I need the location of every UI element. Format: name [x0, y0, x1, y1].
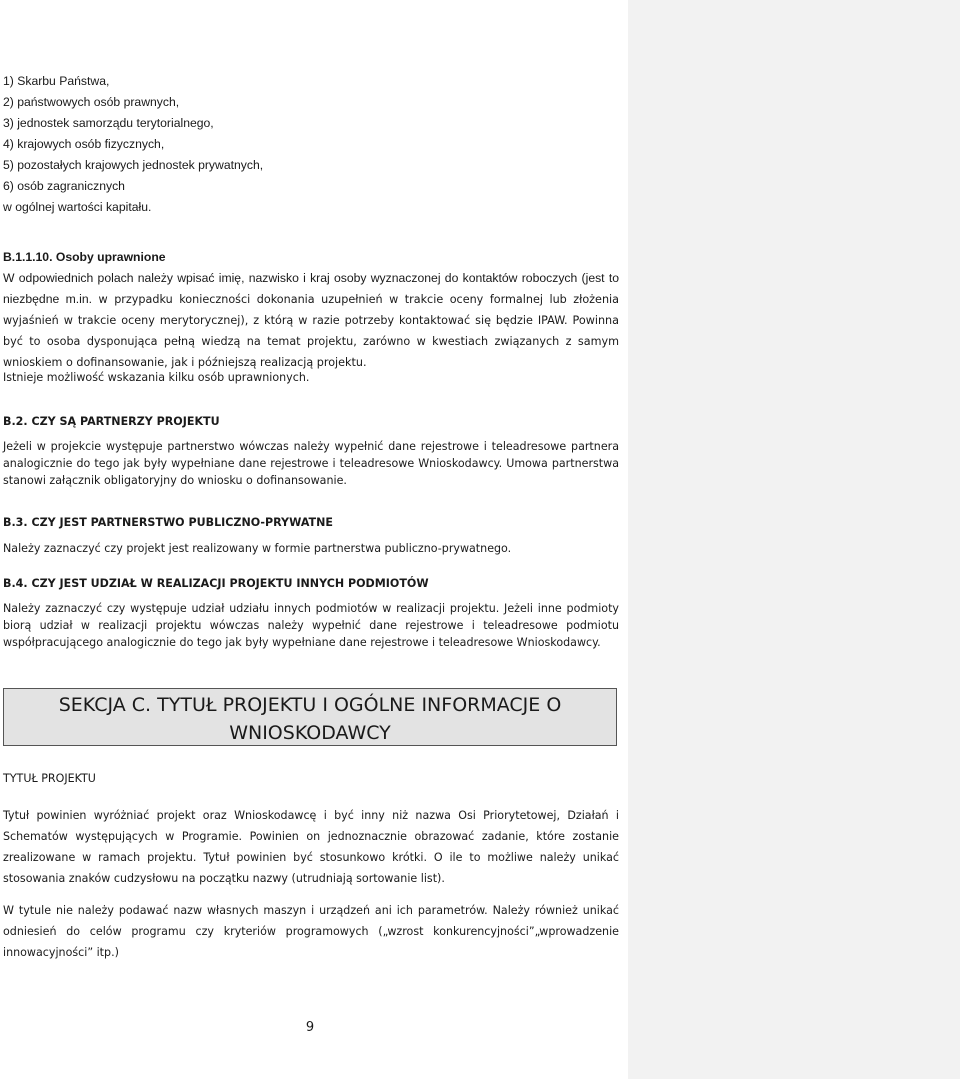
section-c-title-box [3, 688, 617, 746]
paragraph-b1110 [3, 268, 619, 373]
list-item: 5) pozostałych krajowych jednostek prywatnych, [3, 158, 264, 172]
side-panel [628, 0, 960, 1079]
section-c-title-line2: WNIOSKODAWCY [229, 722, 391, 744]
page-number: 9 [305, 1020, 315, 1035]
list-item: 1) Skarbu Państwa, [3, 74, 110, 88]
section-c-title-line1: SEKCJA C. TYTUŁ PROJEKTU I OGÓLNE INFORMACJE O [58, 694, 562, 716]
paragraph-b2: Jeżeli w projekcie występuje partnerstwo wówczas należy wypełnić dane rejestrowe i teleadresowe partnera analogicznie do tego jak były wypełniane dane rejestrowe i teleadresowe Wnioskodawcy. Umowa partnerstwa stanowi załącznik obligatoryjny do wniosku o dofinansowanie. [3, 440, 619, 487]
list-item: 4) krajowych osób fizycznych, [3, 137, 165, 151]
list-item: 6) osób zagranicznych [3, 179, 125, 193]
paragraph-b3: Należy zaznaczyć czy projekt jest realizowany w formie partnerstwa publiczno-prywatnego. [3, 542, 512, 555]
paragraph-title-2: W tytule nie należy podawać nazw własnych maszyn i urządzeń ani ich parametrów. Należy również unikać odniesień do celów programu czy kryteriów programowych („wzrost konkurencyjności”„wprowadzenie innowacyjności” itp.) [3, 904, 619, 959]
paragraph-b4: Należy zaznaczyć czy występuje udział udziału innych podmiotów w realizacji projektu. Jeżeli inne podmioty biorą udział w realizacji projektu wówczas należy wypełnić dane rejestrowe i teleadresowe podmiotu współpracującego analogicznie do tego jak były wypełniane dane rejestrowe i teleadresowe Wnioskodawcy. [3, 602, 619, 649]
paragraph-b1110-note: Istnieje możliwość wskazania kilku osób uprawnionych. [3, 371, 310, 384]
list-item: 2) państwowych osób prawnych, [3, 95, 180, 109]
heading-b3: B.3. CZY JEST PARTNERSTWO PUBLICZNO-PRYWATNE [3, 516, 333, 529]
list-item: w ogólnej wartości kapitału. [3, 200, 152, 214]
shareholder-list [3, 71, 619, 218]
paragraph-b1110-part1: W odpowiednich polach należy wpisać imię, nazwisko i kraj osoby wyznaczonej do kontaktów roboczych (jest to niezbędne m.in. [3, 271, 619, 306]
paragraph-title-1: Tytuł powinien wyróżniać projekt oraz Wnioskodawcę i być inny niż nazwa Osi Priorytetowej, Działań i Schematów występujących w Programie. Powinien on jednoznacznie obrazować zadanie, które zostanie zrealizowane w ramach projektu. Tytuł powinien być stosunkowo krótki. O ile to możliwe należy unikać stosowania znaków cudzysłowu na początku nazwy (utrudniają sortowanie list). [3, 809, 619, 885]
title-label: TYTUŁ PROJEKTU [3, 772, 96, 785]
list-item: 3) jednostek samorządu terytorialnego, [3, 116, 214, 130]
heading-b4: B.4. CZY JEST UDZIAŁ W REALIZACJI PROJEKTU INNYCH PODMIOTÓW [3, 577, 429, 590]
paragraph-b1110-part2: w przypadku konieczności dokonania uzupełnień w trakcie oceny formalnej lub złożenia wyjaśnień w trakcie oceny merytorycznej), z którą w razie potrzeby kontaktować się będzie IPAW. Powinna być to osoba dysponująca pełną wiedzą na temat projektu, zarówno w kwestiach związanych z samym wnioskiem o dofinansowanie, jak i późniejszą realizacją projektu. [3, 293, 619, 369]
heading-b1110: B.1.1.10. Osoby uprawnione [3, 250, 166, 264]
heading-b2: B.2. CZY SĄ PARTNERZY PROJEKTU [3, 415, 220, 428]
